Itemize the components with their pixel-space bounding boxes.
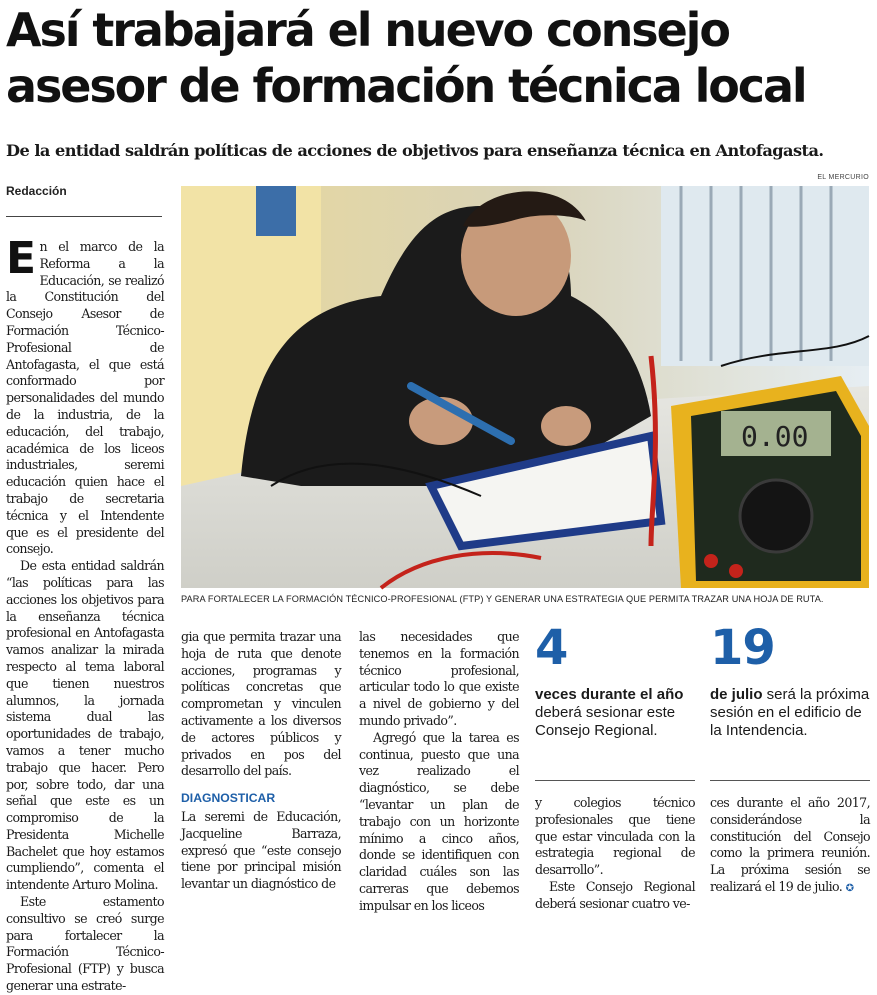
article-column-5 (710, 795, 870, 894)
article-column-4 (535, 795, 695, 911)
article-subhead: De la entidad saldrán políticas de acciones de objetivos para enseñanza técnica en Antofagasta. (6, 141, 824, 160)
dropcap: E (6, 233, 36, 284)
stat-box-next-session (710, 620, 872, 740)
paragraph: Este Consejo Regional deberá sesionar cuatro ve- (535, 878, 695, 911)
paragraph: Agregó que la tarea es continua, puesto que una vez realizado el diagnóstico, se debe “levantar un plan de trabajo con un horizonte mínimo a cinco años, donde se identifiquen con claridad cuáles son las carreras que debemos impulsar en los liceos (359, 729, 519, 913)
paragraph: las necesidades que tenemos en la formación técnico profesional, articular todo lo que existe a nivel de gobierno y del mundo privado”. (359, 629, 519, 728)
stat-box-sessions (535, 620, 695, 740)
paragraph: De esta entidad saldrán “las políticas para las acciones los objetivos para la enseñanza técnica profesional en Antofagasta vamos analizar la mirada respecto al tema laboral que tienen nuestros alumnos, la jornada sistema dual las oportunidades de trabajo, vamos a tener mucho trabajo que hacer. Pero por, sobre todo, dar una señal que este es un compromiso de la Presidenta Michelle Bachelet que hoy estamos cumpliendo”, comenta el intendente Arturo Molina. (6, 558, 164, 893)
photo-caption: PARA FORTALECER LA FORMACIÓN TÉCNICO-PROFESIONAL (FTP) Y GENERAR UNA ESTRATEGIA QUE PERMITA TRAZAR UNA HOJA DE RUTA. (181, 594, 824, 604)
paragraph: y colegios técnico profesionales que tiene que estar vinculada con la estrategia regional de desarrollo”. (535, 795, 695, 878)
article-column-3 (359, 629, 519, 913)
end-mark-icon: ✪ (845, 882, 854, 894)
stat-text: veces durante el año deberá sesionar este Consejo Regional. (535, 686, 684, 739)
paragraph: Este estamento consultivo se creó surge para fortalecer la Formación Técnico-Profesional (FTP) y busca generar una estrate- (6, 894, 164, 994)
paragraph: La seremi de Educación, Jacqueline Barraza, expresó que “este consejo tiene por principal misión levantar un diagnóstico de (181, 808, 341, 892)
paragraph: gia que permita trazar una hoja de ruta que denote acciones, programas y políticas concretas que comprometan y vinculen activamente a los diversos de actores públicos y privados en pos del desarrollo del país. (181, 629, 341, 779)
stat-number: 4 (535, 620, 568, 676)
paragraph: En el marco de la Reforma a la Educación, se realizó la Constitución del Consejo Asesor de Formación Técnico-Profesional de Antofagasta, el que está conformado por personalidades del mundo de la industria, de la educación, del trabajo, académica de los liceos industriales, seremi educación quien hace el trabajo de secretaria técnica y el Intendente que es el presidente del consejo. (6, 233, 164, 557)
stat-divider (535, 780, 695, 781)
stat-text: de julio será la próxima sesión en el edificio de la Intendencia. (710, 686, 870, 739)
byline: Redacción (6, 184, 67, 198)
stat-number: 19 (710, 620, 775, 676)
article-column-1 (6, 233, 164, 994)
article-photo (181, 186, 869, 588)
photo-credit: EL MERCURIO (817, 174, 869, 181)
section-subtitle: DIAGNOSTICAR (181, 791, 276, 806)
stat-divider (710, 780, 870, 781)
article-column-2 (181, 629, 341, 892)
paragraph: ces durante el año 2017, considerándose la constitución del Consejo como la primera reunión. La próxima sesión se realizará el 19 de julio. ✪ (710, 795, 870, 894)
svg-text:0.00: 0.00 (741, 420, 809, 453)
byline-divider (6, 216, 162, 217)
article-headline: Así trabajará el nuevo consejo asesor de formación técnica local (6, 3, 806, 113)
